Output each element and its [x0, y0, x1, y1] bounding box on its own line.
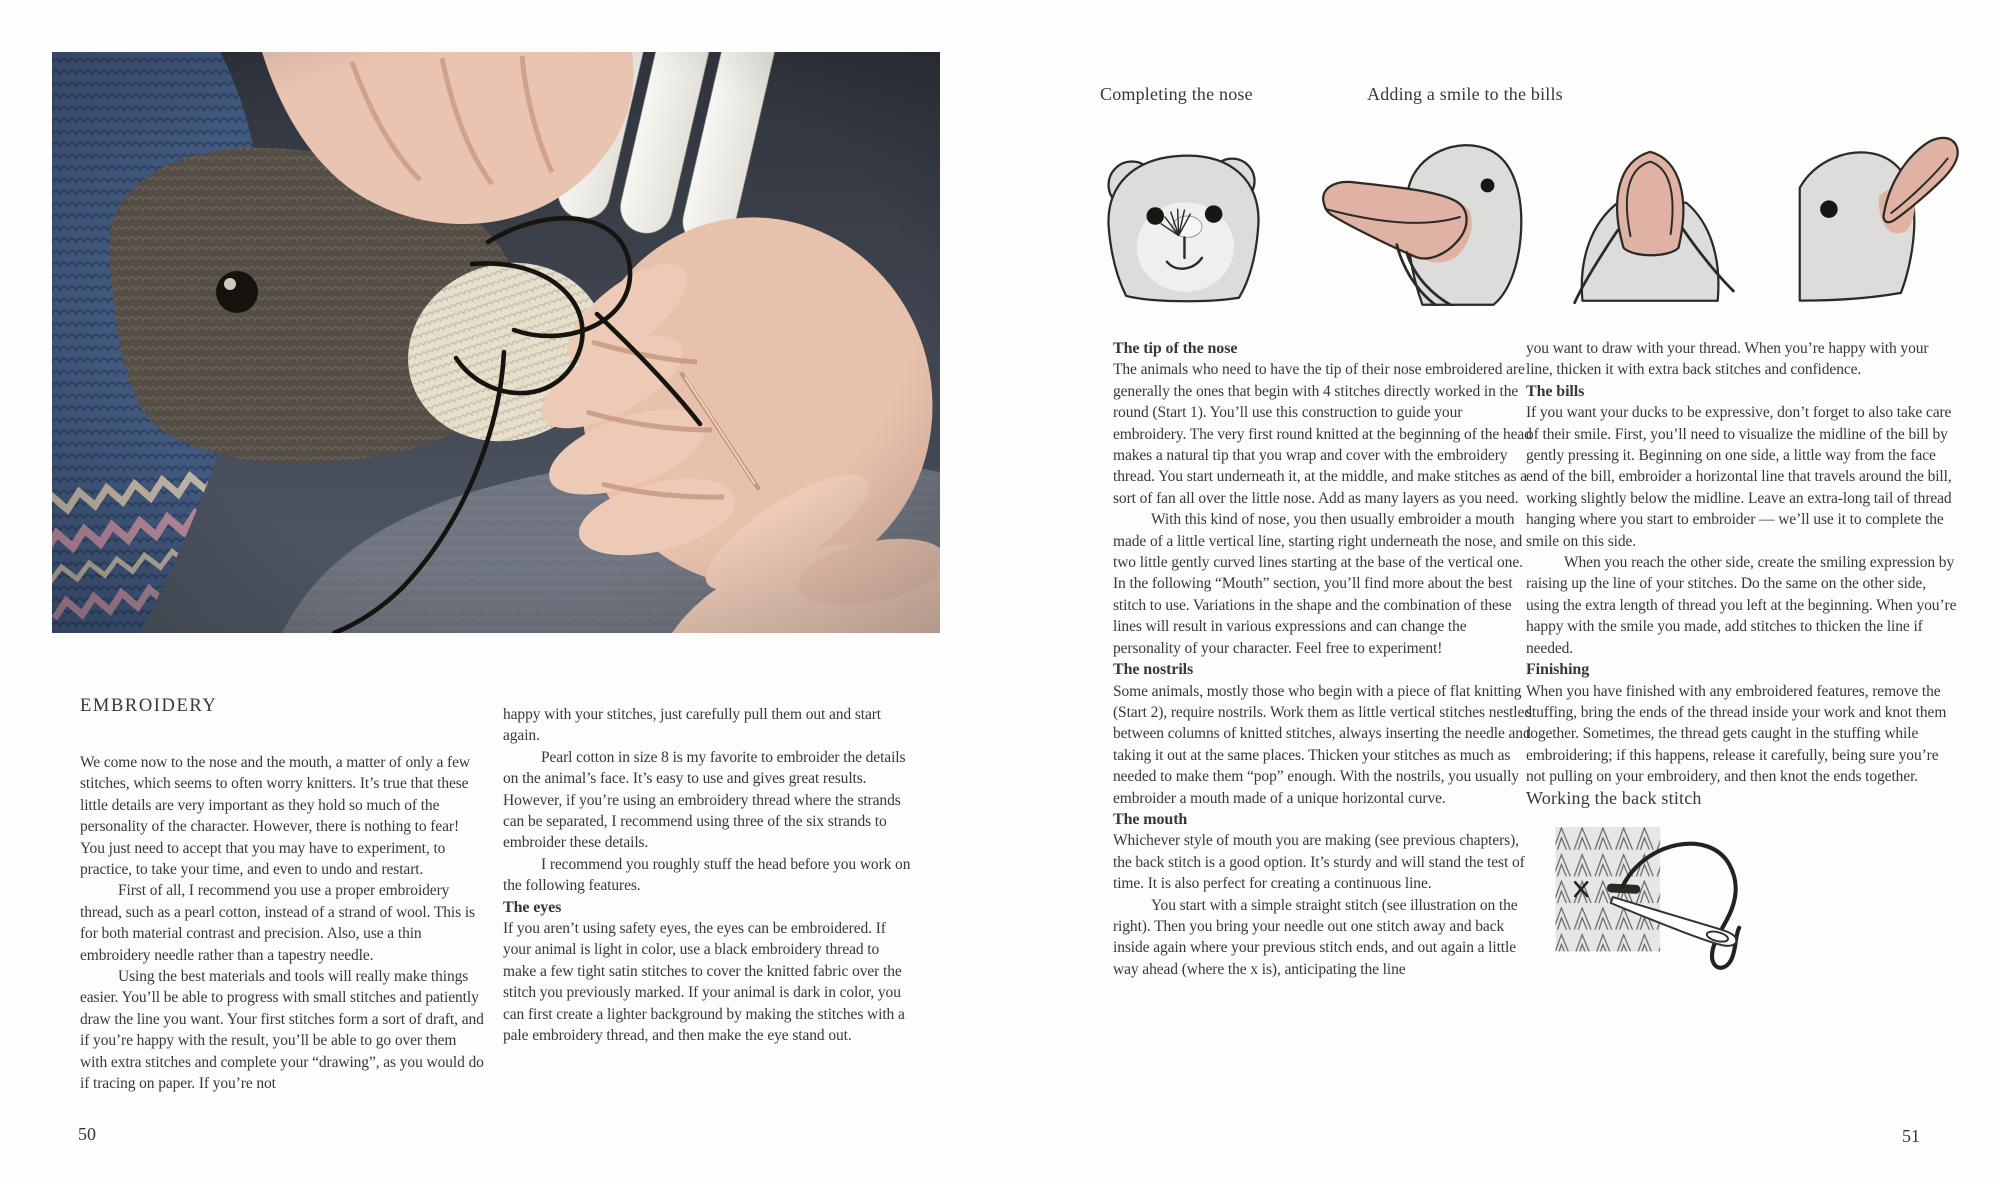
paragraph: happy with your stitches, just carefully pull them out and start again.	[503, 706, 882, 745]
paragraph: If you aren’t using safety eyes, the eyes can be embroidered. If your animal is light in color, use a black embroidery thread to make a few tight satin stitches to cover the knitted fabric over the stitch you previously marked. If your animal is dark in color, you can first create a lighter background by making the stitches with a pale embroidery thread, and then make the eye stand out.	[503, 920, 905, 1045]
right-page-column-2	[1526, 338, 1958, 983]
photo-embroidering-knitted-animal	[52, 52, 940, 633]
page-number-left: 50	[78, 1124, 96, 1144]
left-page-column-1	[80, 752, 484, 1095]
paragraph: Whichever style of mouth you are making (see previous chapters), the back stitch is a good option. It’s sturdy and will stand the test of time. It is also perfect for creating a continuous line.	[1113, 832, 1525, 893]
bear-eye	[1205, 205, 1223, 223]
page-number-right: 51	[1902, 1126, 1920, 1146]
figure-caption-working-back-stitch: Working the back stitch	[1526, 787, 1702, 808]
section-heading-finishing: Finishing	[1526, 661, 1590, 679]
right-page-column-1	[1113, 338, 1533, 980]
paragraph: If you want your ducks to be expressive, don’t forget to also take care of their smile. First, you’ll need to visualize the midline of the bill by gently pressing it. Beginning on one side, a little way from the face end of the bill, embroider a horizontal line that travels around the bill, working slightly below the midline. Leave an extra-long tail of thread hanging where you start to embroider — we’ll use it to complete the smile on this side.	[1526, 404, 1952, 550]
bear-eye	[1147, 207, 1165, 225]
section-heading-bills: The bills	[1526, 382, 1585, 400]
paragraph: With this kind of nose, you then usually embroider a mouth made of a little vertical line, starting right underneath the nose, and two little gently curved lines starting at the base of the vertical one. In the following “Mouth” section, you’ll find more about the best stitch to use. Variations in the shape and the combination of these lines will result in various expressions and can change the personality of your character. Feel free to experiment!	[1113, 511, 1523, 657]
section-heading-tip-of-nose: The tip of the nose	[1113, 340, 1238, 357]
paragraph: We come now to the nose and the mouth, a matter of only a few stitches, which seems to often worry knitters. It’s true that these little details are very important as they hold so much of the personality of the character. However, there is nothing to fear! You just need to accept that you may have to experiment, to practice, to take your time, and even to undo and restart.	[80, 754, 470, 879]
duck-raised-bill-illustration	[1790, 126, 1970, 304]
paragraph: Using the best materials and tools will really make things easier. You’ll be able to progress with small stitches and patiently draw the line you want. Your first stitches form a sort of draft, and if you’re happy with the result, you’ll be able to go over them with extra stitches and complete your “drawing”, as you would do if tracing on paper. If you’re not	[80, 968, 484, 1093]
paragraph: Pearl cotton in size 8 is my favorite to embroider the details on the animal’s face. It’s easy to use and gives great results. However, if you’re using an embroidery thread where the strands can be separated, I recommend using three of the six strands to embroider these details.	[503, 748, 906, 852]
left-page-column-2	[503, 704, 913, 1047]
section-heading-the-eyes: The eyes	[503, 898, 562, 916]
chapter-heading: EMBROIDERY	[80, 696, 218, 716]
paragraph: When you have finished with any embroidered features, remove the stuffing, bring the ends of the thread inside your work and knot them together. Sometimes, the thread gets caught in the stuffing while embroidering; if this happens, release it carefully, being sure you’re not pulling on your embroidery, and then knot the ends together.	[1526, 682, 1947, 786]
duck-side-bill-illustration	[1312, 128, 1524, 306]
photo-illustration	[52, 52, 940, 633]
duck-eye	[1820, 200, 1838, 218]
paragraph: The animals who need to have the tip of their nose embroidered are generally the ones that begin with 4 stitches directly worked in the round (Start 1). You’ll use this construction to guide your embroidery. The very first round knitted at the beginning of the head makes a natural tip that you wrap and cover with the embroidery thread. You start underneath it, at the middle, and make stitches as a sort of fan all over the little nose. Add as many layers as you need.	[1113, 361, 1532, 507]
paragraph: When you reach the other side, create the smiling expression by raising up the line of your stitches. Do the same on the other side, using the extra length of thread you left at the beginning. When you’re happy with the smile you made, add stitches to thicken the line if needed.	[1526, 554, 1957, 657]
bear-head-illustration	[1093, 128, 1273, 306]
figure-caption-adding-a-smile: Adding a smile to the bills	[1367, 84, 1563, 104]
bill-front-illustration	[1555, 132, 1751, 304]
section-heading-nostrils: The nostrils	[1113, 661, 1194, 679]
section-heading-mouth: The mouth	[1113, 810, 1188, 828]
paragraph: Some animals, mostly those who begin with a piece of flat knitting (Start 2), require nostrils. Work them as little vertical stitches nestled between columns of knitted stitches, always inserting the needle and taking it out at the same places. Thicken your stitches as much as needed to make them “pop” enough. With the nostrils, you usually embroider a mouth made of a unique horizontal curve.	[1113, 682, 1532, 807]
paragraph: you want to draw with your thread. When you’re happy with your line, thicken it with extra back stitches and confidence.	[1526, 340, 1929, 379]
figure-caption-completing-the-nose: Completing the nose	[1100, 84, 1253, 104]
paragraph: First of all, I recommend you use a proper embroidery thread, such as a pearl cotton, instead of a strand of wool. This is for both material contrast and precision. Also, use a thin embroidery needle rather than a tapestry needle.	[80, 882, 475, 964]
duck-eye	[1481, 179, 1495, 193]
back-stitch-illustration	[1550, 825, 1795, 983]
paragraph: I recommend you roughly stuff the head before you work on the following features.	[503, 855, 911, 895]
paragraph: You start with a simple straight stitch (see illustration on the right). Then you bring your needle out one stitch away and back inside again where your previous stitch ends, and out again a little way ahead (where the x is), anticipating the line	[1113, 896, 1518, 978]
